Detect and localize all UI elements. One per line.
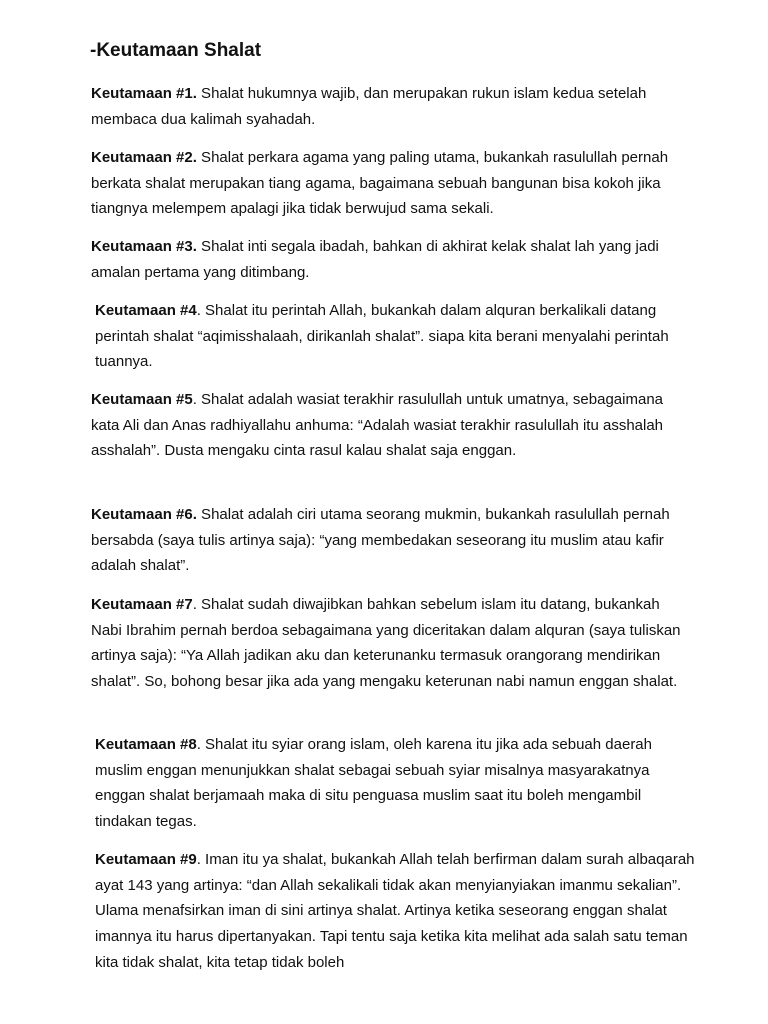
paragraph-label: Keutamaan #4	[95, 302, 197, 319]
paragraph-keutamaan-5	[91, 387, 691, 464]
paragraph-keutamaan-2	[91, 145, 691, 222]
paragraph-label: Keutamaan #3.	[91, 238, 197, 255]
paragraph-text: Shalat adalah ciri utama seorang mukmin, bukankah rasulullah pernah bersabda (saya tulis artinya saja): “yang membedakan seseorang itu muslim atau kafir adalah shalat”.	[91, 506, 670, 575]
paragraph-keutamaan-6	[91, 502, 691, 579]
paragraph-text: . Shalat itu syiar orang islam, oleh karena itu jika ada sebuah daerah muslim enggan menunjukkan shalat sebagai sebuah syiar misalnya masyarakatnya enggan shalat berjamaah maka di situ penguasa muslim saat itu boleh mengambil tindakan tegas.	[95, 736, 652, 831]
paragraph-text: . Iman itu ya shalat, bukankah Allah telah berfirman dalam surah albaqarah ayat 143 yang artinya: “dan Allah sekalikali tidak akan menyianyiakan imanmu sekalian”. Ulama menafsirkan iman di sini artinya shalat. Artinya ketika seseorang enggan shalat imannya itu harus dipertanyakan. Tapi tentu saja ketika kita melihat ada salah satu teman kita tidak shalat, kita tetap tidak boleh	[95, 851, 695, 971]
paragraph-label: Keutamaan #7	[91, 596, 193, 613]
paragraph-text: Shalat perkara agama yang paling utama, bukankah rasulullah pernah berkata shalat merupakan tiang agama, bagaimana sebuah bangunan bisa kokoh jika tiangnya melempem apalagi jika tidak berwujud sama sekali.	[91, 149, 669, 218]
paragraph-keutamaan-9	[95, 847, 695, 976]
paragraph-keutamaan-3	[91, 234, 691, 285]
paragraph-text: Shalat inti segala ibadah, bahkan di akhirat kelak shalat lah yang jadi amalan pertama yang ditimbang.	[91, 238, 659, 281]
paragraph-keutamaan-7	[91, 592, 691, 695]
paragraph-label: Keutamaan #1.	[91, 85, 197, 102]
paragraph-text: . Shalat itu perintah Allah, bukankah dalam alquran berkalikali datang perintah shalat “aqimisshalaah, dirikanlah shalat”. siapa kita berani menyalahi perintah tuannya.	[95, 302, 669, 371]
paragraph-keutamaan-8	[95, 732, 695, 835]
paragraph-keutamaan-1	[91, 81, 691, 132]
paragraph-text: Shalat hukumnya wajib, dan merupakan rukun islam kedua setelah membaca dua kalimah syahadah.	[91, 85, 647, 128]
paragraph-label: Keutamaan #5	[91, 391, 193, 408]
document-title: -Keutamaan Shalat	[90, 40, 262, 61]
paragraph-keutamaan-4	[95, 298, 695, 375]
paragraph-label: Keutamaan #8	[95, 736, 197, 753]
paragraph-text: . Shalat adalah wasiat terakhir rasulullah untuk umatnya, sebagaimana kata Ali dan Anas radhiyallahu anhuma: “Adalah wasiat terakhir rasulullah itu asshalah asshalah”. Dusta mengaku cinta rasul kalau shalat saja enggan.	[91, 391, 664, 460]
paragraph-label: Keutamaan #6.	[91, 506, 197, 523]
paragraph-label: Keutamaan #2.	[91, 149, 197, 166]
paragraph-label: Keutamaan #9	[95, 851, 197, 868]
paragraph-text: . Shalat sudah diwajibkan bahkan sebelum islam itu datang, bukankah Nabi Ibrahim pernah berdoa sebagaimana yang diceritakan dalam alquran (saya tuliskan artinya saja): “Ya Allah jadikan aku dan keterunanku termasuk orangorang mendirikan shalat”. So, bohong besar jika ada yang mengaku keterunan nabi namun enggan shalat.	[91, 596, 681, 691]
